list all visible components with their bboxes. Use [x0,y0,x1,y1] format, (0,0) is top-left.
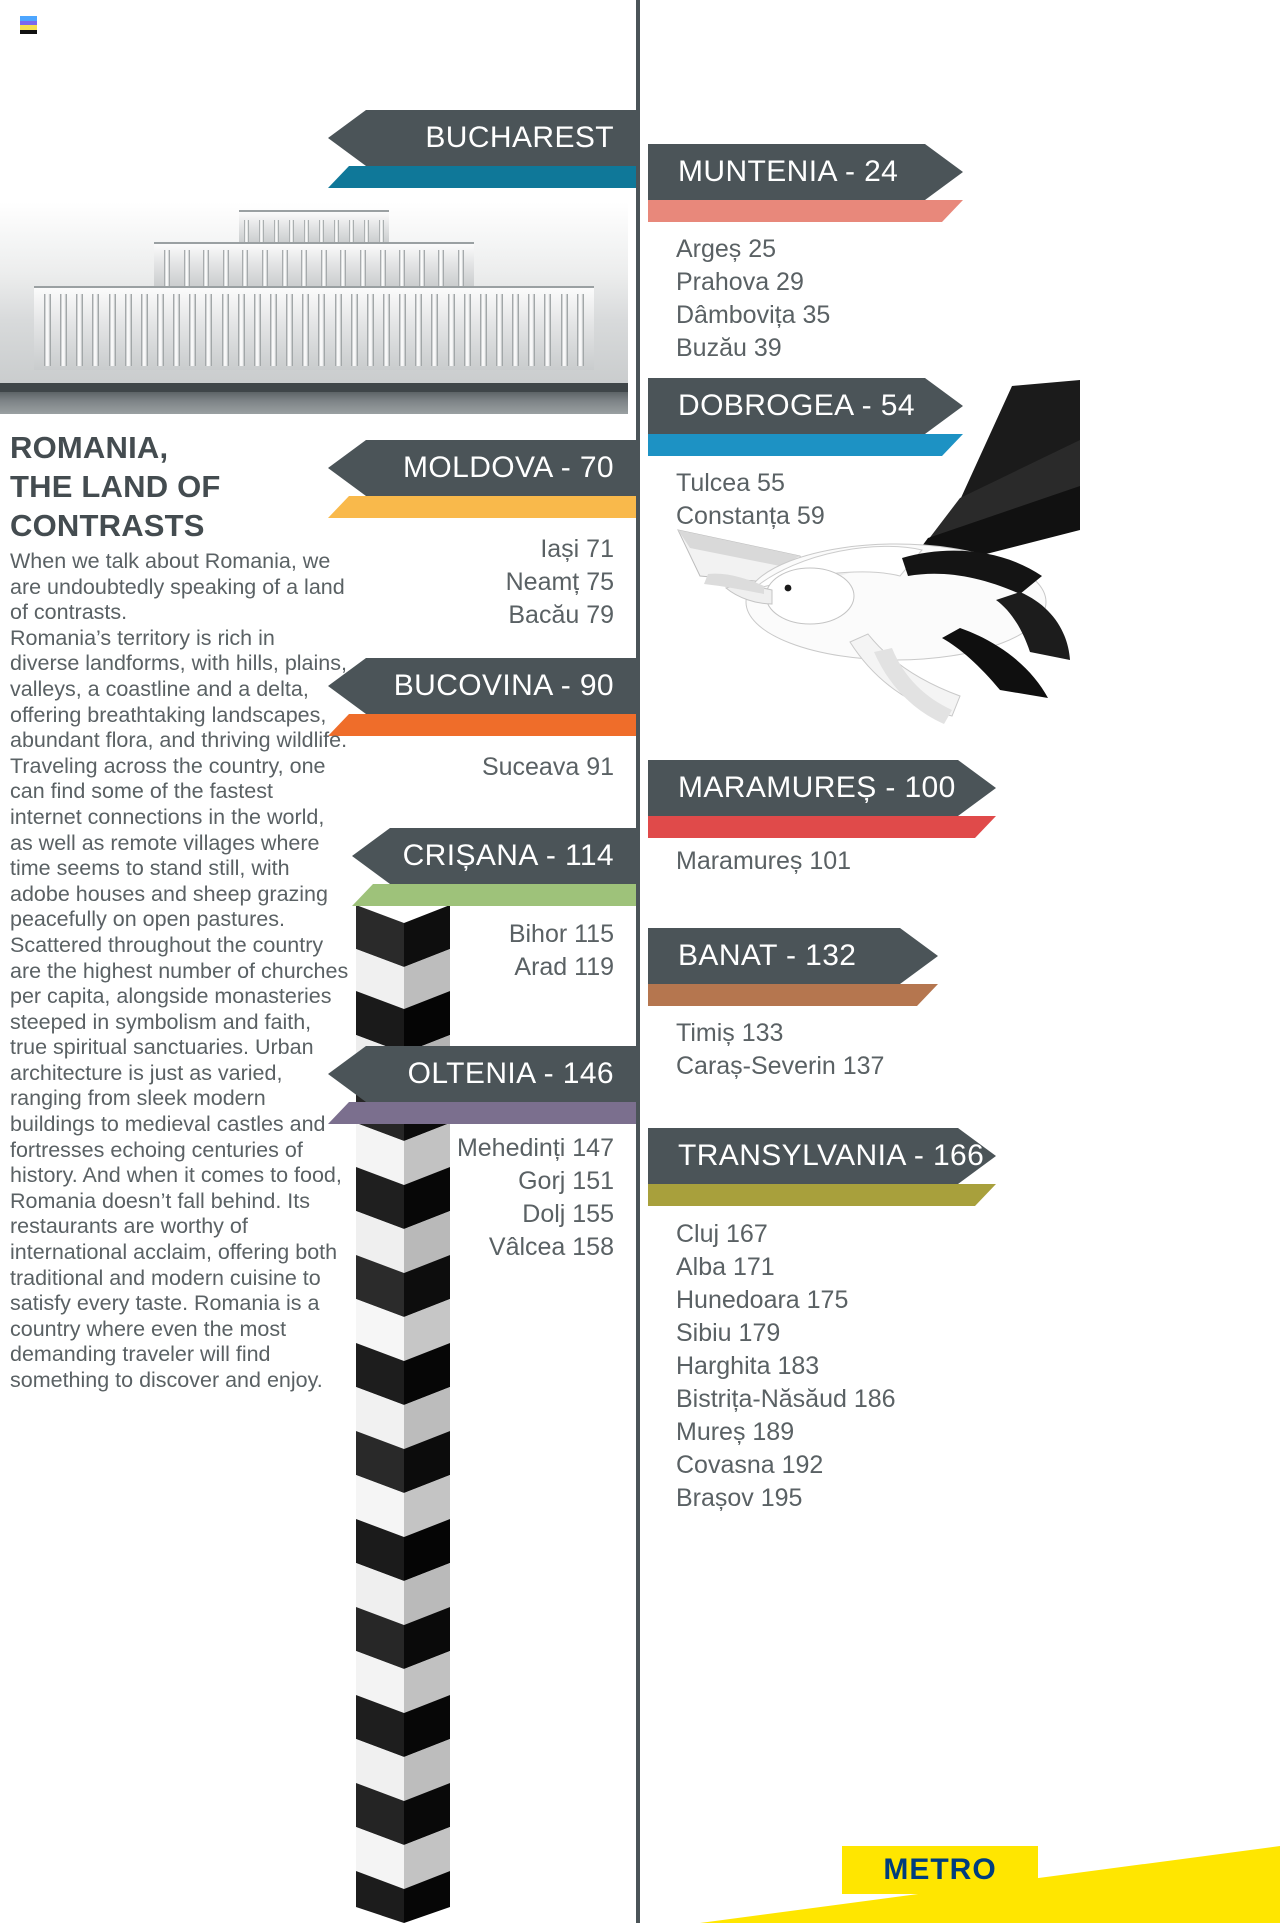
banner-accent-crisana [352,884,636,906]
section-list-banat [676,1017,884,1083]
list-item[interactable]: Sibiu 179 [676,1319,781,1347]
banner-title-bucovina: BUCOVINA - 90 [393,669,614,702]
list-item[interactable]: Dâmbovița 35 [676,301,831,329]
metro-logo[interactable] [842,1846,1038,1894]
list-item[interactable]: Tulcea 55 [676,469,785,497]
banner-title-maramures: MARAMUREȘ - 100 [678,771,956,804]
banner-accent-moldova [328,496,636,518]
column-divider [636,0,640,1923]
section-list-bucovina [356,751,614,784]
list-item[interactable]: Covasna 192 [676,1451,824,1479]
list-item[interactable]: Bacău 79 [508,601,614,629]
list-item[interactable]: Argeș 25 [676,235,777,263]
list-item[interactable]: Cluj 167 [676,1220,768,1248]
list-item[interactable]: Mureș 189 [676,1418,795,1446]
section-list-moldova [356,533,614,632]
banner-title-banat: BANAT - 132 [678,939,857,972]
list-item[interactable]: Brașov 195 [676,1484,803,1512]
intro-paragraph-2: Romania’s territory is rich in diverse landforms, with hills, plains, valleys, a coastline and a delta, offering breathtaking landscapes, abundant flora, and thriving wildlife. Traveling across the country, one can find some of the fastest internet connections in the world, as well as remote villages where time seems to stand still, with adobe houses and sheep grazing peacefully on open pastures. Scattered throughout the country are the highest number of churches per capita, alongside monasteries steeped in symbolism and faith, true spiritual sanctuaries. Urban architecture is just as varied, ranging from sleek modern buildings to medieval castles and fortresses echoing centuries of history. And when it comes to food, Romania doesn’t fall behind. Its restaurants are worthy of international acclaim, offering both traditional and modern cuisine to satisfy every taste. Romania is a country where even the most demanding traveler will find something to discover and enjoy. [10,625,349,1392]
section-banner-oltenia[interactable] [328,1046,636,1124]
headline-line-1: ROMANIA, [10,430,169,465]
section-banner-banat[interactable] [648,928,938,1006]
banner-title-transylvania: TRANSYLVANIA - 166 [678,1139,985,1172]
list-item[interactable]: Suceava 91 [481,753,614,781]
list-item[interactable]: Neamț 75 [505,568,614,596]
metro-wordmark: METRO [883,1853,997,1886]
section-list-muntenia [676,233,830,365]
list-item[interactable]: Bihor 115 [508,920,614,948]
list-item[interactable]: Arad 119 [514,953,614,981]
road-strip [0,383,628,392]
section-list-oltenia [356,1132,614,1264]
section-list-dobrogea [676,467,825,533]
banner-accent-oltenia [328,1102,636,1124]
list-item[interactable]: Harghita 183 [676,1352,820,1380]
list-item[interactable]: Hunedoara 175 [676,1286,849,1314]
parliament-palace-photo [0,202,628,414]
building-columns-wide [44,294,584,366]
banner-accent-muntenia [648,200,963,222]
list-item[interactable]: Gorj 151 [518,1167,614,1195]
banner-accent-maramures [648,816,996,838]
section-banner-crisana[interactable] [352,828,636,906]
banner-title-muntenia: MUNTENIA - 24 [678,155,899,188]
section-banner-muntenia[interactable] [648,144,963,222]
list-item[interactable]: Constanța 59 [676,502,825,530]
section-banner-moldova[interactable] [328,440,636,518]
registration-color-bar [20,16,37,34]
banner-title-moldova: MOLDOVA - 70 [403,451,614,484]
page-title [10,428,350,545]
list-item[interactable]: Mehedinți 147 [456,1134,614,1162]
intro-paragraph-1: When we talk about Romania, we are undoubtedly speaking of a land of contrasts. [10,549,345,625]
banner-title-oltenia: OLTENIA - 146 [407,1057,614,1090]
foreground-plaza [0,392,628,414]
list-item[interactable]: Bistrița-Năsăud 186 [676,1385,896,1413]
intro-body-copy [10,549,350,1394]
list-item[interactable]: Caraș-Severin 137 [676,1052,885,1080]
banner-accent-transylvania [648,1184,996,1206]
banner-accent-banat [648,984,938,1006]
list-item[interactable]: Vâlcea 158 [488,1233,614,1261]
reg-bar-stripe [20,30,37,35]
section-banner-bucharest[interactable] [328,110,636,188]
section-banner-transylvania[interactable] [648,1128,996,1206]
headline-line-3: CONTRASTS [10,508,205,543]
banner-title-bucharest: BUCHAREST [425,121,614,154]
list-item[interactable]: Buzău 39 [676,334,782,362]
banner-accent-bucharest [328,166,636,188]
headline-line-2: THE LAND OF [10,469,221,504]
section-banner-dobrogea[interactable] [648,378,963,456]
list-item[interactable]: Prahova 29 [676,268,804,296]
list-item[interactable]: Iași 71 [540,535,614,563]
banner-accent-dobrogea [648,434,963,456]
page-number: 7 [482,1840,498,1870]
list-item[interactable]: Dolj 155 [522,1200,614,1228]
section-banner-bucovina[interactable] [328,658,636,736]
section-banner-maramures[interactable] [648,760,996,838]
list-item[interactable]: Alba 171 [676,1253,775,1281]
banner-title-dobrogea: DOBROGEA - 54 [678,389,915,422]
section-list-maramures [676,845,851,878]
section-list-transylvania [676,1218,896,1515]
list-item[interactable]: Timiș 133 [676,1019,784,1047]
section-list-crisana [356,918,614,984]
banner-accent-bucovina [328,714,636,736]
building-columns-mid [164,250,464,286]
list-item[interactable]: Maramureș 101 [676,847,852,875]
banner-title-crisana: CRIȘANA - 114 [402,839,614,872]
